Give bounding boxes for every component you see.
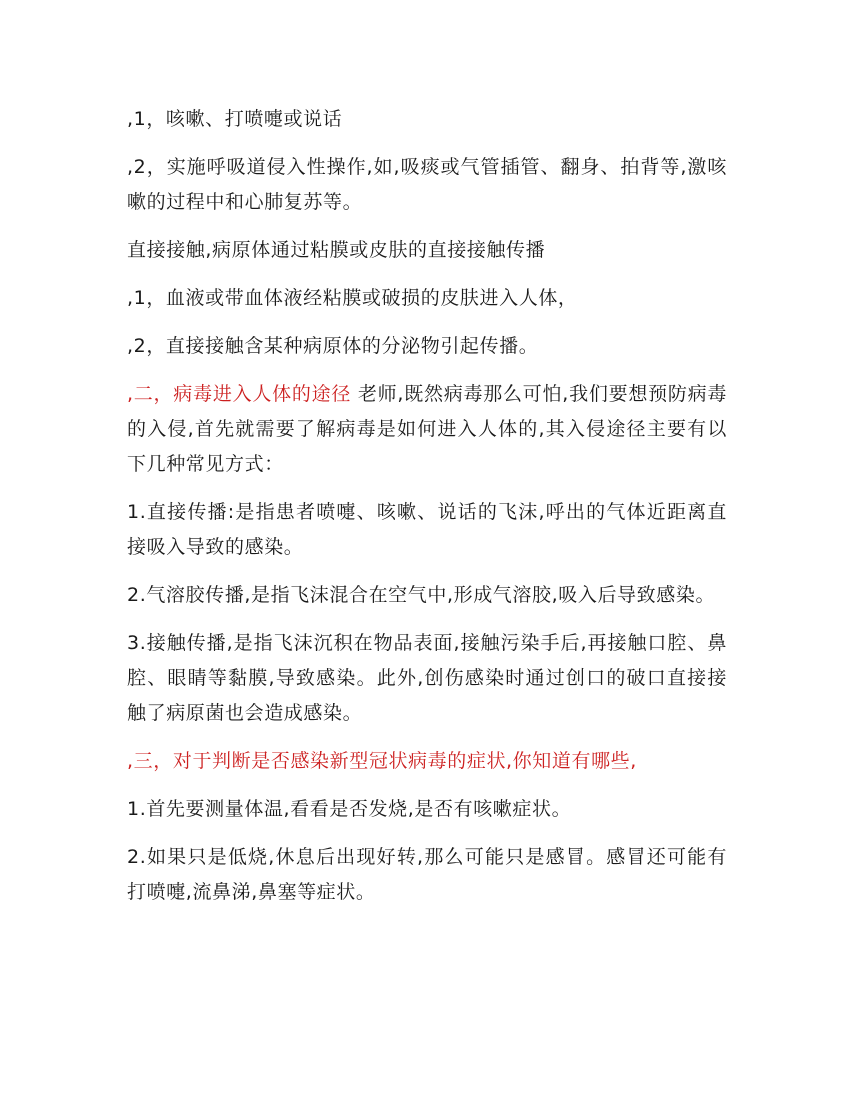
paragraph-route-direct xyxy=(127,495,727,565)
paragraph-section-three xyxy=(127,744,727,779)
paragraph-text: 直接接触,病原体通过粘膜或皮肤的直接接触传播 xyxy=(127,239,546,261)
paragraph-contact-secretions xyxy=(127,329,727,364)
document-body xyxy=(127,102,727,923)
paragraph-text: ,1，咳嗽、打喷嚏或说话 xyxy=(127,108,343,130)
paragraph-route-aerosol xyxy=(127,578,727,613)
paragraph-text: 2.气溶胶传播,是指飞沫混合在空气中,形成气溶胶,吸入后导致感染。 xyxy=(127,584,716,606)
paragraph-text: 3.接触传播,是指飞沫沉积在物品表面,接触污染手后,再接触口腔、鼻腔、眼睛等黏膜,导致感染。此外,创伤感染时通过创口的破口直接接触了病原菌也会造成感染。 xyxy=(127,632,727,724)
paragraph-symptom-temperature xyxy=(127,792,727,827)
paragraph-symptom-cold xyxy=(127,840,727,910)
paragraph-section-two xyxy=(127,377,727,482)
paragraph-text: 老师,既然病毒那么可怕,我们要想预防病毒的入侵,首先就需要了解病毒是如何进入人体的,其入侵途径主要有以下几种常见方式： xyxy=(127,383,727,475)
paragraph-direct-contact xyxy=(127,233,727,268)
paragraph-text: 2.如果只是低烧,休息后出现好转,那么可能只是感冒。感冒还可能有打喷嚏,流鼻涕,鼻塞等症状。 xyxy=(127,846,727,903)
paragraph-text: 1.直接传播:是指患者喷嚏、咳嗽、说话的飞沫,呼出的气体近距离直接吸入导致的感染。 xyxy=(127,501,727,558)
paragraph-text: ,2，实施呼吸道侵入性操作,如,吸痰或气管插管、翻身、拍背等,激咳嗽的过程中和心肺复苏等。 xyxy=(127,156,727,213)
paragraph-contact-blood xyxy=(127,281,727,316)
paragraph-text: ,1，血液或带血体液经粘膜或破损的皮肤进入人体， xyxy=(127,287,578,309)
paragraph-transmission-procedures xyxy=(127,150,727,220)
paragraph-route-contact xyxy=(127,626,727,731)
section-heading: ,二，病毒进入人体的途径 xyxy=(127,383,352,405)
section-heading: ,三，对于判断是否感染新型冠状病毒的症状,你知道有哪些, xyxy=(127,750,637,772)
paragraph-transmission-cough xyxy=(127,102,727,137)
paragraph-text: ,2，直接接触含某种病原体的分泌物引起传播。 xyxy=(127,335,539,357)
paragraph-text: 1.首先要测量体温,看看是否发烧,是否有咳嗽症状。 xyxy=(127,798,572,820)
